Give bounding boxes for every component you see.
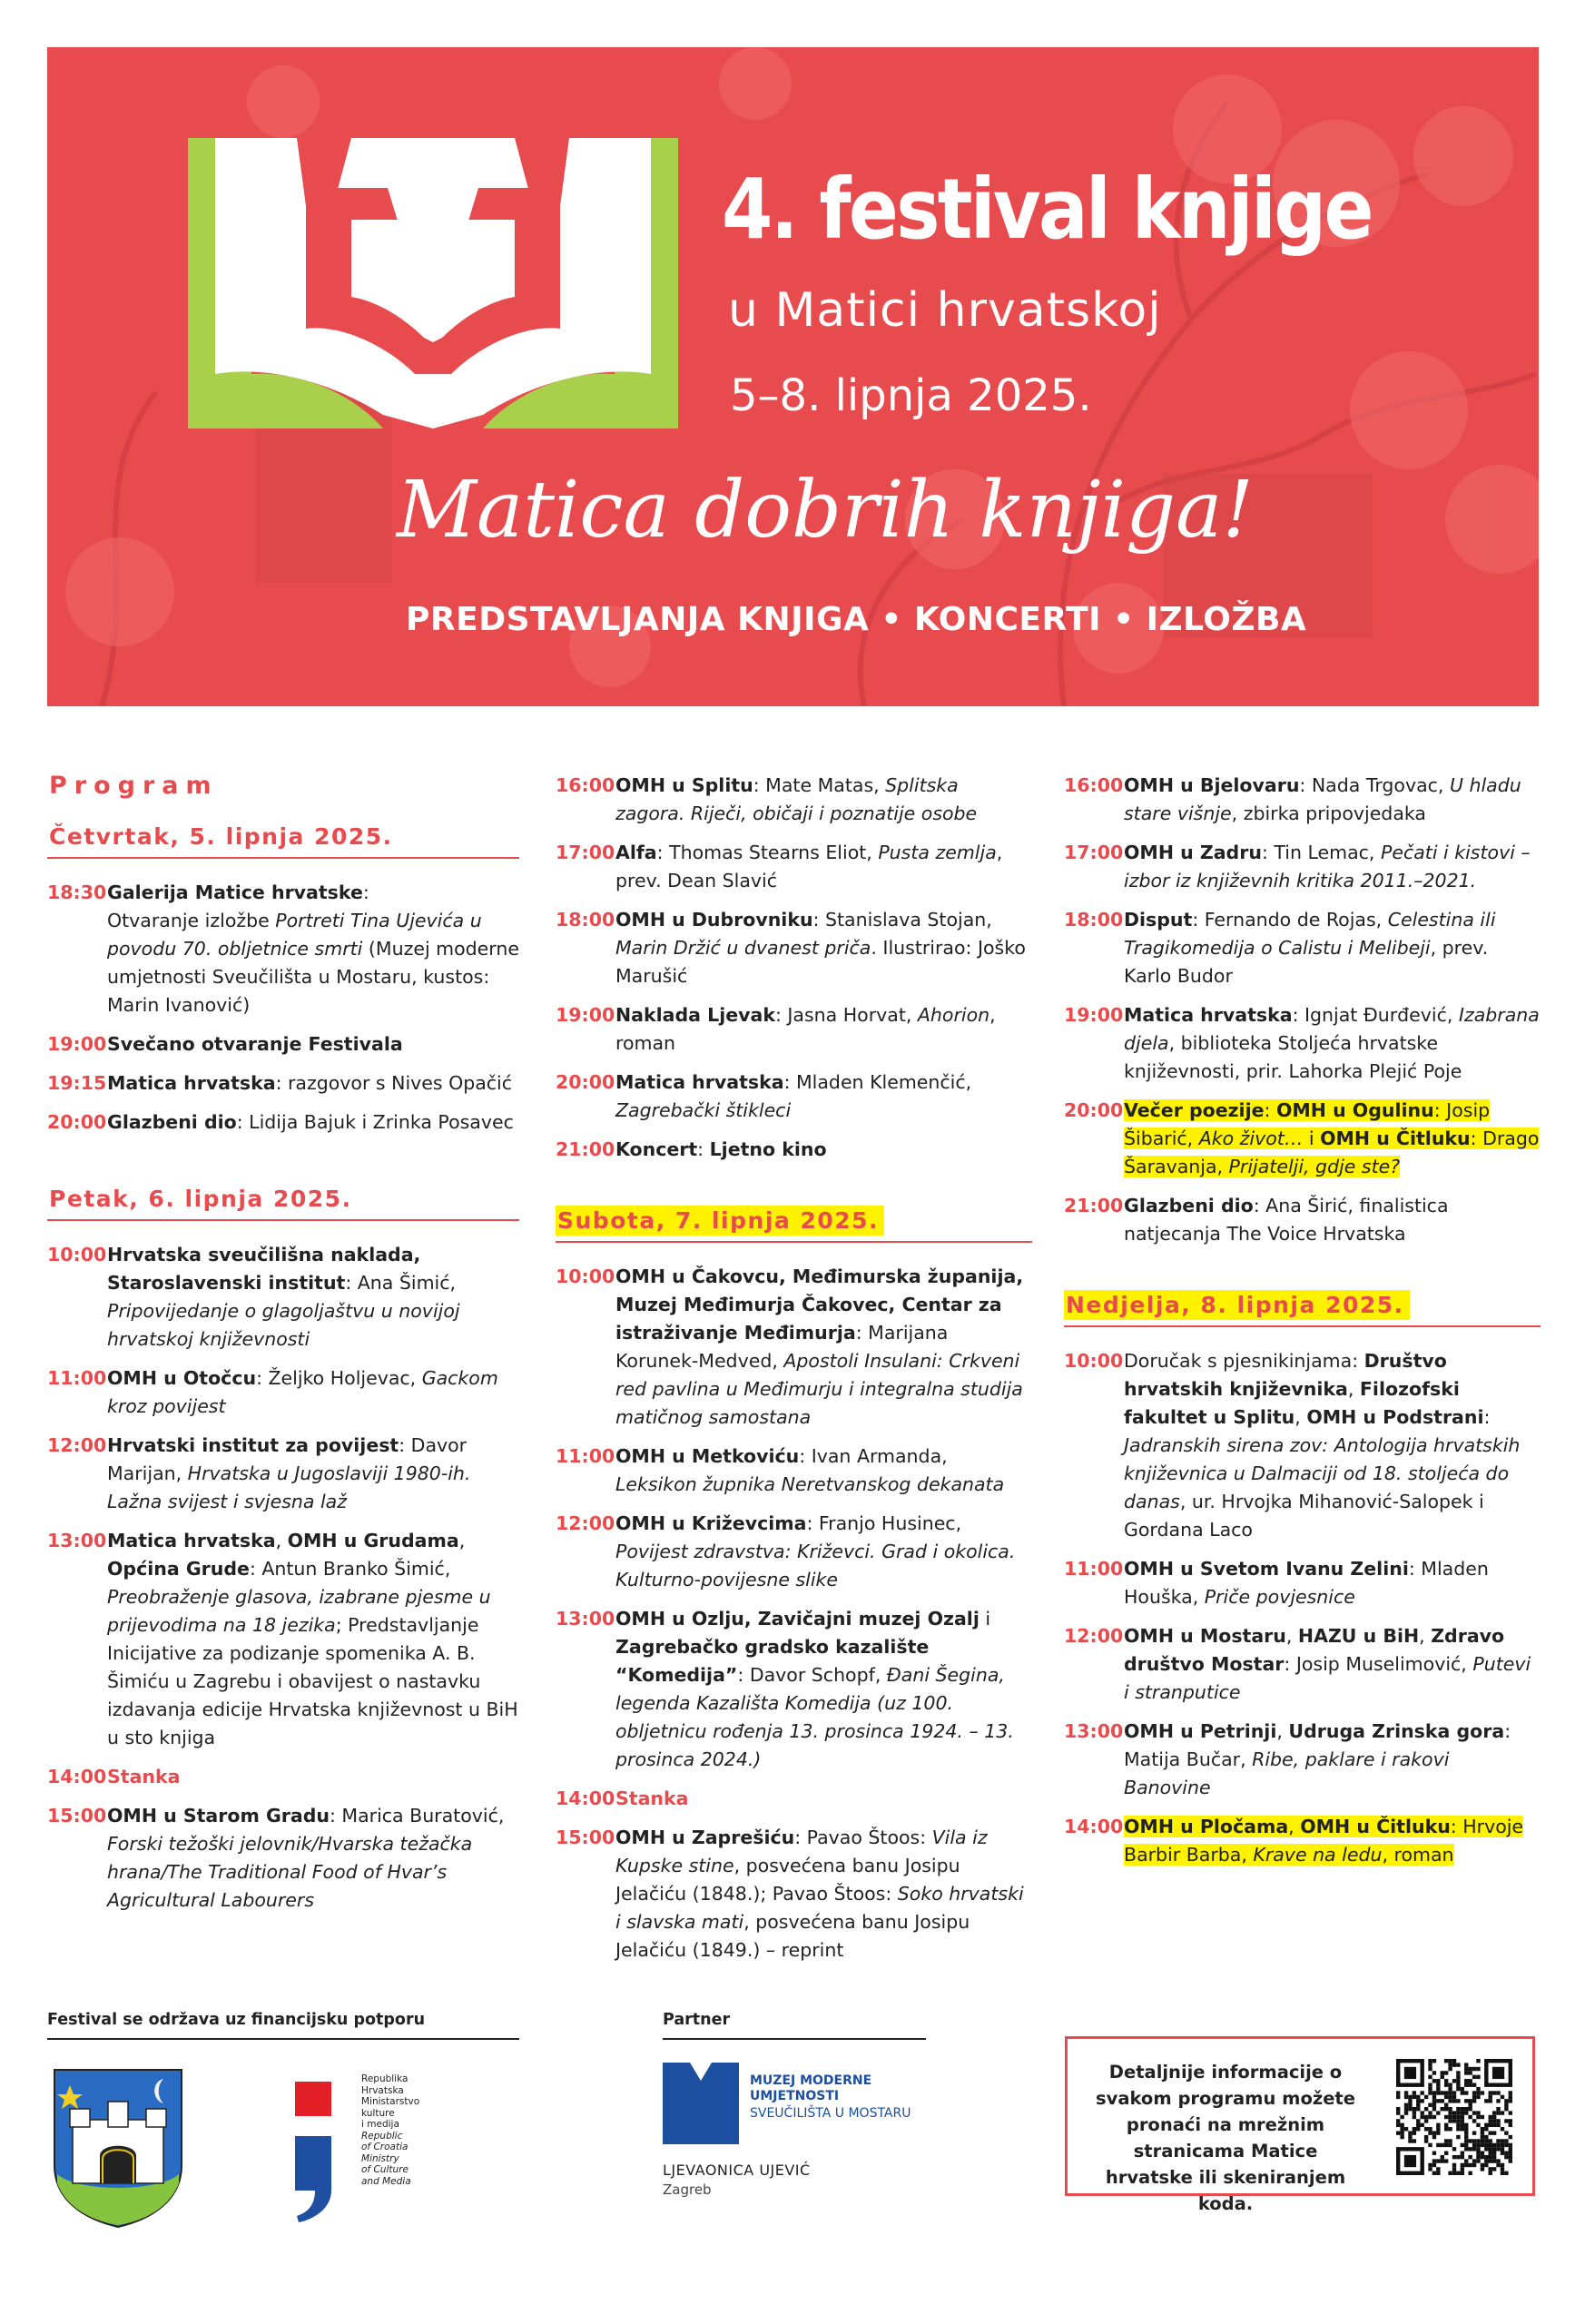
event-row — [47, 1432, 519, 1516]
event-time: 21:00 — [556, 1138, 615, 1160]
divider — [556, 1241, 1032, 1243]
muzej-name — [750, 2073, 871, 2104]
event-time: 19:00 — [1064, 1004, 1124, 1026]
event-row — [1064, 1097, 1541, 1181]
ministry-line: Republika — [361, 2073, 409, 2084]
event-time: 21:00 — [1064, 1195, 1124, 1216]
event-row — [1064, 1347, 1541, 1544]
divider — [47, 2038, 519, 2040]
event-description: Koncert: Ljetno kino — [615, 1138, 827, 1160]
event-description: OMH u Bjelovaru: Nada Trgovac, U hladu stare višnje, zbirka pripovjedaka — [1124, 774, 1521, 824]
day-sunday — [1064, 1290, 1541, 1869]
event-row — [47, 1069, 519, 1098]
qr-code-icon[interactable] — [1396, 2059, 1512, 2175]
ministry-line-en: and Media — [361, 2175, 411, 2187]
program-column-3 — [1064, 772, 1541, 1880]
event-description: Naklada Ljevak: Jasna Horvat, Ahorion, roman — [615, 1004, 996, 1054]
ministry-line-en: of Croatia — [361, 2142, 409, 2152]
event-description: Stanka — [615, 1787, 689, 1809]
event-description: OMH u Splitu: Mate Matas, Splitska zagora. Riječi, običaji i poznatije osobe — [615, 774, 978, 824]
festival-title: 4. festival knjige — [722, 161, 1372, 258]
event-description: Matica hrvatska: Mladen Klemenčić, Zagrebački štikleci — [615, 1071, 972, 1121]
event-row — [556, 1068, 1032, 1125]
event-time: 19:00 — [47, 1033, 107, 1055]
event-time: 15:00 — [556, 1827, 615, 1848]
day-friday — [47, 1184, 519, 1915]
event-description: OMH u Pločama, OMH u Čitluku: Hrvoje Barbir Barba, Krave na ledu, roman — [1124, 1816, 1524, 1866]
event-row — [556, 1510, 1032, 1594]
event-description: OMH u Križevcima: Franjo Husinec, Povijest zdravstva: Križevci. Grad i okolica. Kulturno-povijesne slike — [615, 1512, 1016, 1590]
event-time: 12:00 — [1064, 1625, 1124, 1647]
info-box — [1065, 2036, 1535, 2214]
day-title: Petak, 6. lipnja 2025. — [49, 1186, 352, 1212]
event-time: 19:00 — [556, 1004, 615, 1026]
event-row — [47, 1108, 519, 1137]
event-time: 17:00 — [1064, 842, 1124, 863]
event-description: Večer poezije: OMH u Ogulinu: Josip Šibarić, Ako život… i OMH u Čitluku: Drago Šaravanja, Prijatelji, gdje ste? — [1124, 1099, 1540, 1177]
event-description: OMH u Mostaru, HAZU u BiH, Zdravo društvo Mostar: Josip Muselimović, Putevi i stranputice — [1124, 1625, 1531, 1703]
event-description: Alfa: Thomas Stearns Eliot, Pusta zemlja, prev. Dean Slavić — [615, 842, 1003, 891]
event-description: Glazbeni dio: Ana Širić, finalistica natjecanja The Voice Hrvatska — [1124, 1195, 1449, 1245]
event-time: 12:00 — [47, 1434, 107, 1456]
ministry-text — [361, 2073, 419, 2187]
event-description: OMH u Petrinji, Udruga Zrinska gora: Matija Bučar, Ribe, paklare i rakovi Banovine — [1124, 1720, 1511, 1798]
event-description: OMH u Čakovcu, Međimurska županija, Muzej Međimurja Čakovec, Centar za istraživanje Međimurja: Marijana Korunek-Medved, Apostoli Insulani: Crkveni red pavlina u Međimurju i integralna studija matičnog samostana — [615, 1265, 1024, 1428]
event-time: 11:00 — [47, 1367, 107, 1389]
support-label: Festival se održava uz financijsku potporu — [47, 2011, 426, 2029]
event-time: 14:00 — [47, 1766, 107, 1787]
event-time: 18:00 — [556, 909, 615, 931]
slogan: Matica dobrih knjiga! — [397, 465, 1254, 556]
event-list — [556, 772, 1032, 1164]
event-description: OMH u Metkoviću: Ivan Armanda, Leksikon župnika Neretvanskog dekanata — [615, 1445, 1005, 1495]
event-row — [1064, 1718, 1541, 1802]
event-time: 11:00 — [556, 1445, 615, 1467]
day-title: Nedjelja, 8. lipnja 2025. — [1064, 1290, 1410, 1320]
event-row — [556, 1136, 1032, 1164]
muzej-line: MUZEJ MODERNE — [750, 2073, 872, 2088]
event-description: Disput: Fernando de Rojas, Celestina ili Tragikomedija o Calistu i Melibeji, prev. Karlo Budor — [1124, 909, 1496, 987]
event-description: OMH u Starom Gradu: Marica Buratović, Forski težoški jelovnik/Hvarska težačka hrana/The Traditional Food of Hvar’s Agricultural Labourers — [107, 1805, 505, 1911]
day-thursday — [47, 822, 519, 1137]
ministry-line: kulture — [361, 2107, 395, 2119]
event-time: 13:00 — [556, 1608, 615, 1630]
event-row — [47, 1802, 519, 1915]
event-description: Matica hrvatska: Ignjat Đurđević, Izabrana djela, biblioteka Stoljeća hrvatske književnosti, prir. Lahorka Plejić Poje — [1124, 1004, 1540, 1082]
event-row — [556, 1263, 1032, 1432]
event-time: 10:00 — [1064, 1350, 1124, 1372]
event-list — [556, 1263, 1032, 1965]
event-row — [556, 1605, 1032, 1774]
event-time: 11:00 — [1064, 1558, 1124, 1580]
event-row — [47, 1527, 519, 1752]
event-row — [47, 879, 519, 1019]
matica-hrvatska-book-logo — [170, 102, 696, 438]
partner-label: Partner — [663, 2011, 731, 2029]
event-description: Hrvatska sveučilišna naklada, Staroslavenski institut: Ana Šimić, Pripovijedanje o glagoljaštvu u novijoj hrvatskoj književnosti — [107, 1244, 460, 1350]
ministry-line: Ministarstvo — [361, 2096, 420, 2107]
event-description: Galerija Matice hrvatske: Otvaranje izložbe Portreti Tina Ujevića u povodu 70. obljetnice smrti (Muzej moderne umjetnosti Sveučilišta u Mostaru, kustos: Marin Ivanović) — [107, 881, 519, 1016]
ministry-line-en: of Culture — [361, 2164, 409, 2175]
muzej-line: UMJETNOSTI — [750, 2089, 840, 2103]
event-list — [47, 1241, 519, 1915]
event-row — [47, 1030, 519, 1059]
event-time: 18:30 — [47, 881, 107, 903]
event-time: 13:00 — [47, 1530, 107, 1551]
program-column-2 — [556, 772, 1032, 1975]
divider — [663, 2038, 926, 2040]
event-description: OMH u Zadru: Tin Lemac, Pečati i kistovi – izbor iz književnih kritika 2011.–2021. — [1124, 842, 1531, 891]
event-time: 15:00 — [47, 1805, 107, 1827]
event-time: 18:00 — [1064, 909, 1124, 931]
header-banner — [47, 47, 1539, 706]
program-title: Program — [49, 772, 219, 800]
ljevaonica-city: Zagreb — [663, 2181, 712, 2198]
event-time: 10:00 — [556, 1265, 615, 1287]
event-row — [556, 906, 1032, 990]
event-description: OMH u Zaprešiću: Pavao Štoos: Vila iz Kupske stine, posvećena banu Josipu Jelačiću (1848.); Pavao Štoos: Soko hrvatski i slavska mati, posvećena banu Josipu Jelačiću (1849.) – reprint — [615, 1827, 1024, 1961]
event-description: OMH u Ozlju, Zavičajni muzej Ozalj i Zagrebačko gradsko kazalište “Komedija”: Davor Schopf, Đani Šegina, legenda Kazališta Komedija (uz 100. obljetnicu rođenja 13. prosinca 1924. – 13. prosinca 2024.) — [615, 1608, 1014, 1770]
muzej-university: SVEUČILIŠTA U MOSTARU — [750, 2106, 911, 2121]
event-time: 12:00 — [556, 1512, 615, 1534]
event-time: 19:15 — [47, 1072, 107, 1094]
day-saturday — [556, 1206, 1032, 1965]
ministry-line: i medija — [361, 2119, 399, 2130]
ministry-line-en: Ministry — [361, 2152, 399, 2164]
event-row — [47, 1241, 519, 1354]
event-description: Matica hrvatska, OMH u Grudama, Općina Grude: Antun Branko Šimić, Preobraženje glasova, izabrane pjesme u prijevodima na 18 jezika; Predstavljanje Inicijative za podizanje spomenika A. B. Šimiću u Zagrebu i obavijest o nastavku izdavanja edicije Hrvatska književnost u BiH u sto knjiga — [107, 1530, 518, 1748]
event-row — [556, 772, 1032, 828]
event-row — [1064, 1622, 1541, 1707]
ljevaonica-name: LJEVAONICA UJEVIĆ — [663, 2162, 811, 2179]
event-list — [1064, 1347, 1541, 1869]
event-time: 16:00 — [1064, 774, 1124, 796]
event-time: 20:00 — [47, 1111, 107, 1133]
event-row — [556, 839, 1032, 895]
event-row — [1064, 1192, 1541, 1248]
event-row — [1064, 772, 1541, 828]
event-row — [556, 1443, 1032, 1499]
event-row — [1064, 839, 1541, 895]
event-description: OMH u Dubrovniku: Stanislava Stojan, Marin Držić u dvanest priča. Ilustrirao: Joško Marušić — [615, 909, 1026, 987]
event-description: Matica hrvatska: razgovor s Nives Opačić — [107, 1072, 513, 1094]
festival-subtitle: u Matici hrvatskoj — [728, 283, 1162, 338]
event-row — [556, 1001, 1032, 1058]
divider — [47, 857, 519, 859]
tagline: PREDSTAVLJANJA KNJIGA • KONCERTI • IZLOŽBA — [406, 601, 1307, 638]
zagreb-coat-of-arms — [50, 2065, 186, 2229]
program-column-1 — [47, 772, 519, 1925]
event-description: Stanka — [107, 1766, 181, 1787]
divider — [47, 1219, 519, 1221]
divider — [1064, 1325, 1541, 1327]
day-title: Subota, 7. lipnja 2025. — [556, 1206, 884, 1236]
ministry-line-en: Republic — [361, 2130, 403, 2142]
event-list — [47, 879, 519, 1137]
event-description: Glazbeni dio: Lidija Bajuk i Zrinka Posavec — [107, 1111, 514, 1133]
event-row — [1064, 1555, 1541, 1611]
event-row — [1064, 906, 1541, 990]
event-time: 14:00 — [1064, 1816, 1124, 1837]
festival-date: 5–8. lipnja 2025. — [730, 370, 1092, 421]
event-time: 20:00 — [556, 1071, 615, 1093]
event-time: 14:00 — [556, 1787, 615, 1809]
event-time: 17:00 — [556, 842, 615, 863]
event-row — [47, 1364, 519, 1421]
event-description: OMH u Otočcu: Željko Holjevac, Gackom kroz povijest — [107, 1367, 498, 1417]
event-list — [1064, 772, 1541, 1248]
event-time: 10:00 — [47, 1244, 107, 1265]
event-row — [556, 1785, 1032, 1813]
event-description: Doručak s pjesnikinjama: Društvo hrvatskih književnika, Filozofski fakultet u Splitu, OMH u Podstrani: Jadranskih sirena zov: Antologija hrvatskih književnica u Dalmaciji od 18. stoljeća do danas, ur. Hrvojka Mihanović-Salopek i Gordana Laco — [1124, 1350, 1521, 1541]
day-title: Četvrtak, 5. lipnja 2025. — [49, 823, 393, 850]
event-time: 20:00 — [1064, 1099, 1124, 1121]
event-row — [556, 1824, 1032, 1965]
ministry-line: Hrvatska — [361, 2084, 404, 2096]
event-description: Svečano otvaranje Festivala — [107, 1033, 403, 1055]
event-row — [47, 1763, 519, 1791]
info-text: Detaljnije informacije o svakom programu možete pronaći na mrežnim stranicama Matice hrvatske ili skeniranjem koda. — [1096, 2062, 1355, 2214]
event-description: OMH u Svetom Ivanu Zelini: Mladen Houška, Priče povjesnice — [1124, 1558, 1489, 1608]
event-time: 16:00 — [556, 774, 615, 796]
event-time: 13:00 — [1064, 1720, 1124, 1742]
event-row — [1064, 1001, 1541, 1086]
event-description: Hrvatski institut za povijest: Davor Marijan, Hrvatska u Jugoslaviji 1980-ih. Lažna svijest i svjesna laž — [107, 1434, 471, 1512]
event-row — [1064, 1813, 1541, 1869]
